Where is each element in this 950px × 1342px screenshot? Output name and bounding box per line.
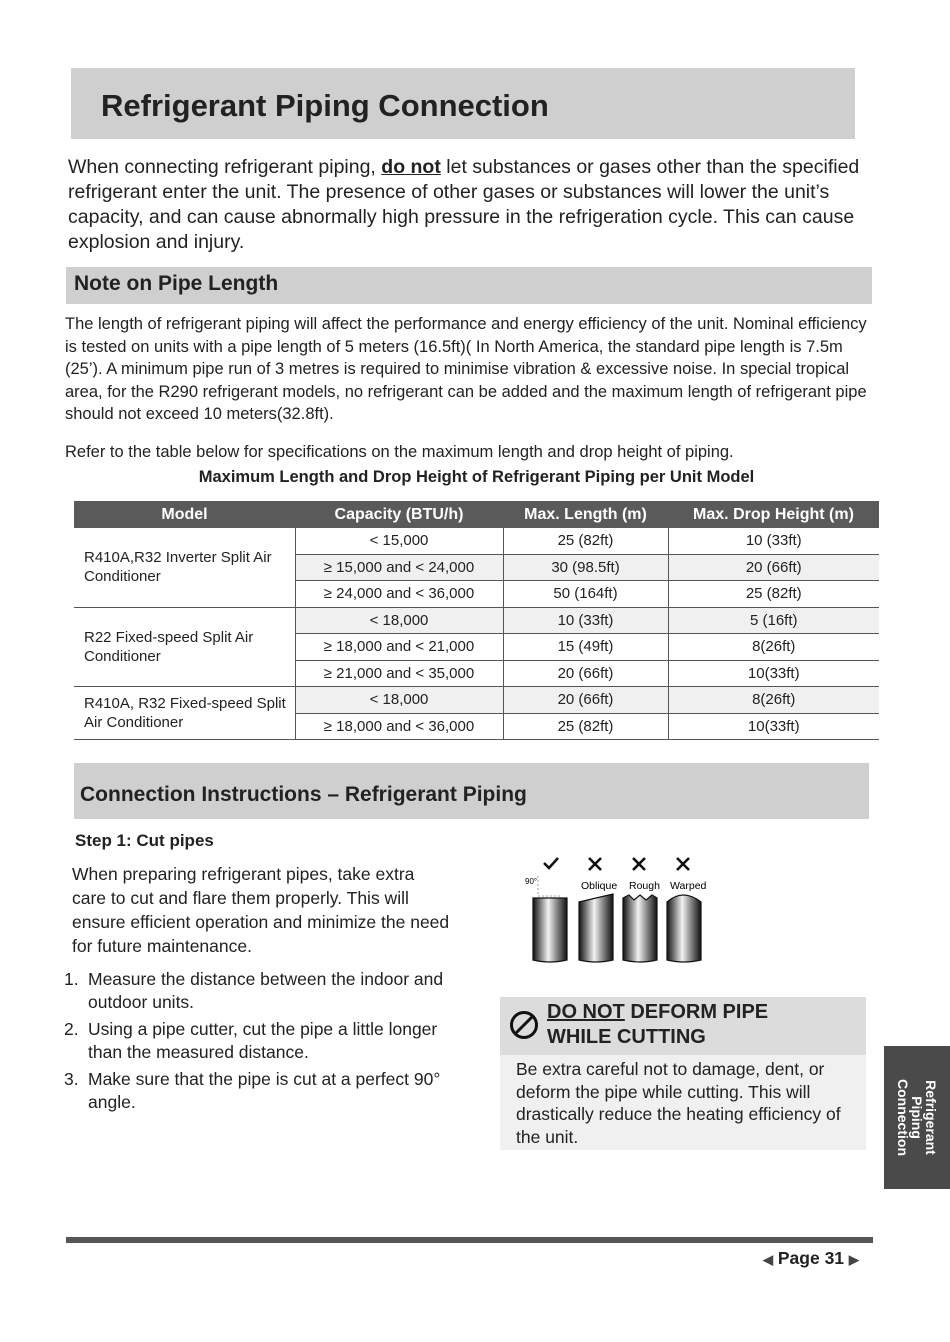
list-item [64,1068,464,1114]
capacity-cell: ≥ 24,000 and < 36,000 [295,581,503,608]
side-tab[interactable] [884,1046,950,1189]
table-header-row [74,501,879,528]
pipe-rough [623,895,657,962]
table-header-cell: Max. Length (m) [503,501,668,528]
capacity-cell: < 15,000 [295,528,503,554]
pipe-length-paragraph: The length of refrigerant piping will affect the performance and energy efficiency of the unit. Nominal efficiency is tested on units with a pipe length of 5 meters (16.5ft)( In North America, the standard pipe length is 7.5m (25’). A minimum pipe run of 3 metres is required to minimise vibration & excessive noise. In special tropical area, for the R290 refrigerant models, no refrigerant can be added and the maximum length of refrigerant pipe should not exceed 10 meters(32.8ft). [65,315,867,423]
table-header-cell: Max. Drop Height (m) [668,501,879,528]
prev-page-icon[interactable]: ◀ [763,1252,773,1267]
drop-cell: 5 (16ft) [668,607,879,634]
length-cell: 15 (49ft) [503,634,668,661]
pipe-warped [667,895,701,962]
table-header-cell: Model [74,501,295,528]
length-cell: 20 (66ft) [503,660,668,687]
length-cell: 50 (164ft) [503,581,668,608]
step-number: 2. [64,1019,79,1039]
page-number: Page 31 [777,1248,845,1268]
pipe-cut-illustration [520,850,720,970]
warning-header [500,997,866,1055]
spec-table [74,501,879,740]
table-title: Maximum Length and Drop Height of Refrigerant Piping per Unit Model [198,468,755,486]
table-row [74,528,879,554]
check-icon [544,858,558,868]
page-title: Refrigerant Piping Connection [101,88,549,123]
capacity-cell: ≥ 21,000 and < 35,000 [295,660,503,687]
model-cell: R22 Fixed-speed Split Air Conditioner [74,607,295,687]
list-item [64,968,464,1014]
pipe-good [533,898,567,962]
capacity-cell: ≥ 18,000 and < 21,000 [295,634,503,661]
capacity-cell: < 18,000 [295,607,503,634]
warning-title-line2: WHILE CUTTING [547,1026,706,1048]
section-title-pipe-length: Note on Pipe Length [74,272,279,295]
intro-paragraph [68,155,868,255]
step-number: 1. [64,969,79,989]
drop-cell: 25 (82ft) [668,581,879,608]
list-item [64,1018,464,1064]
side-tab-line: Refrigerant [923,1080,939,1155]
refer-paragraph: Refer to the table below for specifications on the maximum length and drop height of piping. [65,443,734,461]
drop-cell: 8(26ft) [668,687,879,714]
length-cell: 20 (66ft) [503,687,668,714]
side-tab-line: Piping [909,1096,925,1139]
rough-label: Rough [629,880,660,892]
warning-text: Be extra careful not to damage, dent, or deform the pipe while cutting. This will drastically reduce the heating efficiency of the unit. [516,1059,841,1147]
footer-rule [66,1237,873,1243]
angle-label: 90° [525,877,538,886]
step-text: Measure the distance between the indoor and outdoor units. [88,969,444,1012]
cross-icon [633,858,645,870]
side-tab-label [884,1046,950,1189]
model-cell: R410A, R32 Fixed-speed Split Air Conditioner [74,687,295,740]
drop-cell: 20 (66ft) [668,554,879,581]
length-cell: 30 (98.5ft) [503,554,668,581]
warning-title [547,1000,768,1050]
warped-label: Warped [670,880,707,892]
length-cell: 10 (33ft) [503,607,668,634]
section-title-connection: Connection Instructions – Refrigerant Piping [80,783,527,806]
cross-icon [677,858,689,870]
steps-list [64,968,464,1118]
section-header-pipe-length [66,267,872,304]
warning-title-emphasis: DO NOT [547,1001,625,1023]
intro-text-before: When connecting refrigerant piping, [68,156,382,178]
step-title: Step 1: Cut pipes [75,831,214,850]
table-row [74,687,879,714]
prohibited-icon [508,1009,540,1041]
step-text: Make sure that the pipe is cut at a perfect 90° angle. [88,1069,441,1112]
step-text: Using a pipe cutter, cut the pipe a little longer than the measured distance. [88,1019,438,1062]
next-page-icon[interactable]: ▶ [848,1252,859,1267]
capacity-cell: ≥ 15,000 and < 24,000 [295,554,503,581]
intro-emphasis: do not [381,156,441,178]
table-row [74,607,879,634]
length-cell: 25 (82ft) [503,713,668,740]
length-cell: 25 (82ft) [503,528,668,554]
pipe-oblique [579,894,613,962]
warning-body [500,1055,866,1150]
step-number: 3. [64,1069,79,1089]
oblique-label: Oblique [581,880,618,892]
drop-cell: 8(26ft) [668,634,879,661]
intro-text-after: let substances or gases other than the specified refrigerant enter the unit. The presence of other gases or substances will lower the unit’s capacity, and can cause abnormally high pressure in the refrigeration cycle. This can cause explosion and injury. [68,156,860,253]
drop-cell: 10(33ft) [668,713,879,740]
title-bar [71,68,855,139]
table-header-cell: Capacity (BTU/h) [295,501,503,528]
side-tab-line: Connection [895,1079,911,1156]
drop-cell: 10 (33ft) [668,528,879,554]
step-intro: When preparing refrigerant pipes, take extra care to cut and flare them properly. This will ensure efficient operation and minimize the need for future maintenance. [72,864,450,956]
page-navigation [763,1248,859,1269]
cross-icon [589,858,601,870]
section-header-connection [74,763,869,819]
model-cell: R410A,R32 Inverter Split Air Conditioner [74,528,295,607]
capacity-cell: < 18,000 [295,687,503,714]
capacity-cell: ≥ 18,000 and < 36,000 [295,713,503,740]
warning-title-rest: DEFORM PIPE [624,1001,769,1023]
drop-cell: 10(33ft) [668,660,879,687]
